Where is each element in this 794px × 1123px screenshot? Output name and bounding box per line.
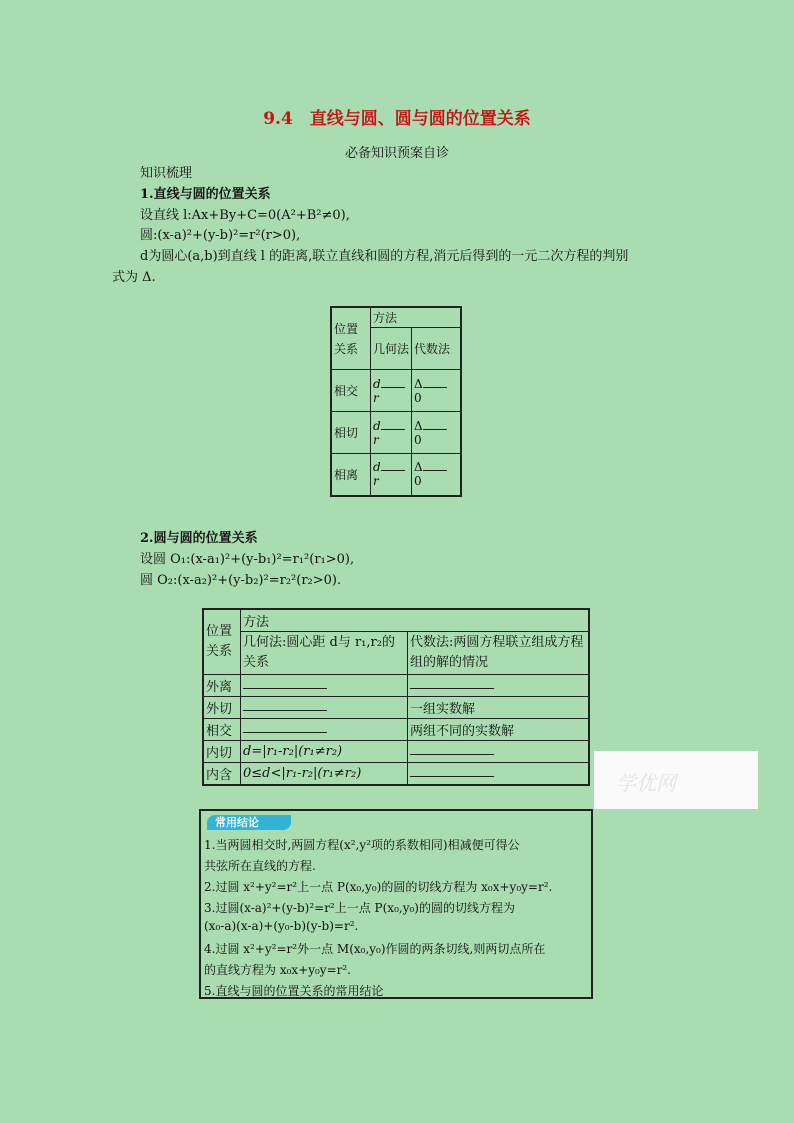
alg-cell: 一组实数解: [408, 697, 590, 719]
geo-cell: [241, 675, 408, 697]
row-label: 相交: [203, 719, 241, 741]
header-method: 方法: [241, 609, 590, 632]
part1-heading: 1.直线与圆的位置关系: [140, 187, 271, 202]
geo-cell: [241, 697, 408, 719]
header-position: 位置关系: [203, 609, 241, 675]
geo-cell: d r: [371, 370, 412, 412]
page-title: 9.4 直线与圆、圆与圆的位置关系: [263, 109, 531, 129]
conclusion-line: (x₀-a)(x-a)+(y₀-b)(y-b)=r².: [204, 919, 359, 933]
row-label: 相离: [331, 454, 371, 496]
row-label: 外离: [203, 675, 241, 697]
section-label: 知识梳理: [140, 166, 193, 181]
alg-cell: [408, 741, 590, 763]
conclusions-badge: 常用结论: [207, 815, 291, 830]
circle2-equation: 圆 O₂:(x-a₂)²+(y-b₂)²=r₂²(r₂>0).: [140, 573, 342, 588]
conclusion-line: 2.过圆 x²+y²=r²上一点 P(x₀,y₀)的圆的切线方程为 x₀x+y₀y=r².: [204, 880, 553, 894]
row-label: 相交: [331, 370, 371, 412]
watermark-text: 学优网: [616, 771, 676, 795]
alg-cell: [408, 675, 590, 697]
alg-cell: Δ 0: [412, 454, 462, 496]
line-circle-table: [330, 306, 462, 497]
part2-heading: 2.圆与圆的位置关系: [140, 531, 258, 546]
geo-cell: [241, 719, 408, 741]
distance-description-cont: 式为 Δ.: [112, 270, 156, 285]
header-method: 方法: [371, 307, 462, 328]
header-algebraic: 代数法: [412, 328, 462, 370]
header-position: 位置关系: [331, 307, 371, 370]
line-equation: 设直线 l:Ax+By+C=0(A²+B²≠0),: [140, 208, 350, 223]
circle1-equation: 设圆 O₁:(x-a₁)²+(y-b₁)²=r₁²(r₁>0),: [140, 552, 355, 567]
header-algebraic: 代数法:两圆方程联立组成方程组的解的情况: [408, 632, 590, 675]
conclusion-line: 1.当两圆相交时,两圆方程(x²,y²项的系数相同)相减便可得公: [204, 838, 520, 852]
conclusion-line: 共弦所在直线的方程.: [204, 859, 316, 873]
row-label: 内含: [203, 763, 241, 786]
geo-cell: 0≤d<|r₁-r₂|(r₁≠r₂): [241, 763, 408, 786]
conclusion-line: 的直线方程为 x₀x+y₀y=r².: [204, 963, 352, 977]
section-subtitle: 必备知识预案自诊: [344, 146, 449, 161]
circle-equation: 圆:(x-a)²+(y-b)²=r²(r>0),: [140, 228, 301, 243]
alg-cell: [408, 763, 590, 786]
row-label: 外切: [203, 697, 241, 719]
common-conclusions-box: [199, 809, 593, 999]
conclusion-line: 4.过圆 x²+y²=r²外一点 M(x₀,y₀)作圆的两条切线,则两切点所在: [204, 942, 546, 956]
header-geometric: 几何法: [371, 328, 412, 370]
geo-cell: d r: [371, 412, 412, 454]
distance-description: d为圆心(a,b)到直线 l 的距离,联立直线和圆的方程,消元后得到的一元二次方程的判别: [140, 249, 629, 264]
row-label: 相切: [331, 412, 371, 454]
row-label: 内切: [203, 741, 241, 763]
alg-cell: Δ 0: [412, 412, 462, 454]
circle-circle-table: [202, 608, 590, 786]
conclusion-line: 5.直线与圆的位置关系的常用结论: [204, 984, 384, 998]
header-geometric: 几何法:圆心距 d与 r₁,r₂的关系: [241, 632, 408, 675]
alg-cell: Δ 0: [412, 370, 462, 412]
conclusion-line: 3.过圆(x-a)²+(y-b)²=r²上一点 P(x₀,y₀)的圆的切线方程为: [204, 901, 515, 915]
alg-cell: 两组不同的实数解: [408, 719, 590, 741]
geo-cell: d r: [371, 454, 412, 496]
geo-cell: d=|r₁-r₂|(r₁≠r₂): [241, 741, 408, 763]
watermark-patch: [594, 751, 758, 809]
